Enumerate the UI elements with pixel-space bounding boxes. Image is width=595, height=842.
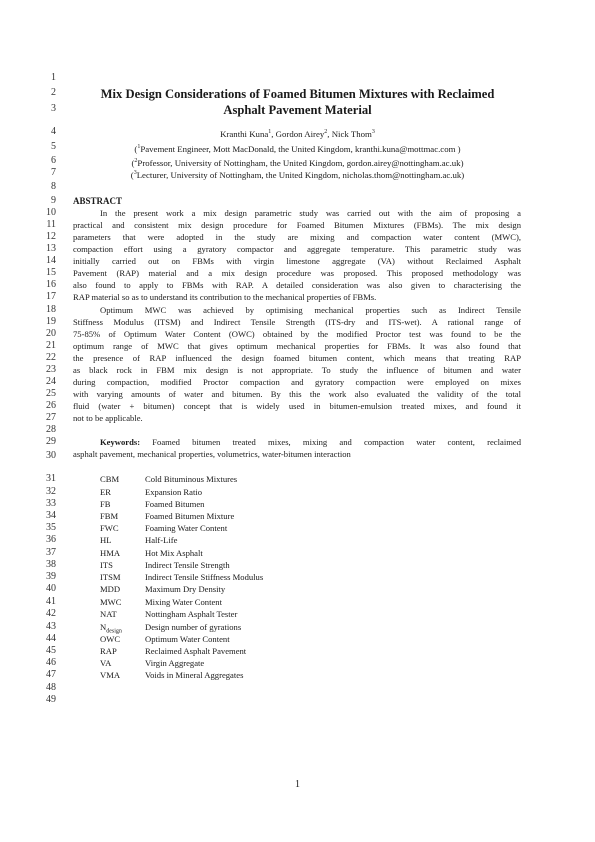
keywords-line: asphalt pavement, mechanical properties, volumetrics, water-bitumen interaction [73, 449, 351, 459]
line-number: 44 [46, 633, 56, 644]
line-number: 32 [46, 486, 56, 497]
line-number: 2 [51, 87, 56, 98]
line-number: 19 [46, 316, 56, 327]
line-number: 42 [46, 608, 56, 619]
line-number: 49 [46, 694, 56, 705]
abbreviation-symbol: N [100, 622, 107, 632]
affiliation-text: Pavement Engineer, Mott MacDonald, the United Kingdom, kranthi.kuna@mottmac.com ) [140, 143, 461, 154]
affiliation-mark: 3 [133, 170, 137, 176]
abbreviation: ER [100, 487, 111, 497]
line-number: 9 [51, 195, 56, 206]
abbreviation: OWC [100, 634, 121, 644]
affiliation [60, 141, 535, 155]
abbreviation: MWC [100, 597, 122, 607]
affiliation-mark: 2 [134, 158, 138, 164]
abstract-heading: ABSTRACT [73, 196, 123, 206]
line-number: 10 [46, 207, 56, 218]
abbreviation-subscript: design [106, 628, 122, 635]
line-number: 7 [51, 167, 56, 178]
abbreviation-definition: Indirect Tensile Stiffness Modulus [145, 572, 264, 582]
abstract-line: initially carried out on FBMs with virgin limestone aggregate (VA) without Reclaimed Asphalt [73, 256, 521, 266]
affiliation-text: Professor, University of Nottingham, the United Kingdom, gordon.airey@nottingham.ac.uk) [137, 157, 464, 168]
line-number: 43 [46, 621, 56, 632]
line-number: 14 [46, 255, 56, 266]
line-number: 34 [46, 510, 56, 521]
abbreviation-definition: Virgin Aggregate [145, 658, 205, 668]
abbreviation: MDD [100, 584, 121, 594]
abstract-line: not to be applicable. [73, 413, 143, 423]
abbreviation-definition: Optimum Water Content [145, 634, 230, 644]
abbreviation-definition: Foamed Bitumen Mixture [145, 511, 235, 521]
abbreviation-definition: Foaming Water Content [145, 523, 228, 533]
abbreviation: RAP [100, 646, 117, 656]
affiliation [60, 167, 535, 181]
line-number: 6 [51, 155, 56, 166]
line-number: 17 [46, 291, 56, 302]
line-number: 35 [46, 522, 56, 533]
abbreviation-definition: Cold Bituminous Mixtures [145, 474, 238, 484]
abbreviation: ITS [100, 560, 113, 570]
abbreviation-definition: Foamed Bitumen [145, 499, 205, 509]
affiliation-text: Lecturer, University of Nottingham, the United Kingdom, nicholas.thom@nottingham.ac.uk) [136, 169, 465, 180]
abstract-line: RAP material so as to understand its contribution to the mechanical properties of FBMs. [73, 292, 377, 302]
abbreviation-definition: Mixing Water Content [145, 597, 222, 607]
abstract-line: during compaction, modified Proctor compaction and gyratory compaction were employed on mixes [73, 377, 521, 387]
line-number: 5 [51, 141, 56, 152]
abstract-line: parameters that were adopted in the study are mixing and compaction water content (MWC), [73, 232, 521, 242]
affiliation-bracket: ( [130, 169, 134, 180]
keywords-label: Keywords: [100, 437, 141, 447]
abbreviation-definition: Half-Life [145, 535, 178, 545]
abstract-line: optimum range of MWC that gives optimum mechanical properties for FBMs. It was also found that [73, 341, 521, 351]
abbreviation-definition: Indirect Tensile Strength [145, 560, 230, 570]
affiliation-bracket: ( [134, 143, 138, 154]
line-number: 48 [46, 682, 56, 693]
abstract-line: fluid (water + bitumen) concept that is widely used in bitumen-emulsion treated mixes, and found it [73, 401, 521, 411]
line-number: 1 [51, 72, 56, 83]
affiliation-bracket: ( [131, 157, 135, 168]
page-number: 1 [295, 779, 300, 790]
abstract-line: as black rock in FBM mix design is not appropriate. To study the influence of bitumen and water [73, 365, 521, 375]
abstract-line: Stiffness Modulus (ITSM) and Indirect Tensile Strength (ITS-dry and ITS-wet). A rational range of [73, 317, 521, 327]
author-affiliation-mark: 3 [371, 129, 375, 135]
line-number: 47 [46, 669, 56, 680]
abbreviation-definition: Expansion Ratio [145, 487, 203, 497]
author-name: Nick Thom [331, 128, 372, 139]
line-number: 22 [46, 352, 56, 363]
abbreviation: ITSM [100, 572, 121, 582]
line-number: 18 [46, 304, 56, 315]
abstract-line: compaction effort using a gyratory compactor and aggregate temperature. This parametric study was [73, 244, 521, 254]
abbreviation: HMA [100, 548, 121, 558]
abstract-line: the presence of RAP influenced the design foamed bitumen content, which means that treating RAP [73, 353, 521, 363]
abstract-line: also found to apply to FBMs with RAP. A detailed consideration was also given to characterising the [73, 280, 521, 290]
author-name: Gordon Airey [275, 128, 325, 139]
line-number: 4 [51, 126, 56, 137]
line-number: 20 [46, 328, 56, 339]
abbreviation-definition: Reclaimed Asphalt Pavement [145, 646, 247, 656]
line-number: 27 [46, 412, 56, 423]
abstract-line: with varying amounts of water and bitumen. By this the work also evaluated the validity of the total [73, 389, 521, 399]
line-number: 12 [46, 231, 56, 242]
line-number: 33 [46, 498, 56, 509]
abstract-line: 75-85% of Optimum Water Content (OWC) obtained by the modified Proctor test was found to be the [73, 329, 521, 339]
abbreviation: VMA [100, 670, 121, 680]
line-number: 23 [46, 364, 56, 375]
line-number: 31 [46, 473, 56, 484]
author-name: Kranthi Kuna [220, 128, 269, 139]
line-number: 36 [46, 534, 56, 545]
line-number: 26 [46, 400, 56, 411]
keywords-text: Foamed bitumen treated mixes, mixing and compaction water content, reclaimed [140, 437, 521, 447]
line-number: 8 [51, 181, 56, 192]
line-number: 40 [46, 583, 56, 594]
line-number: 13 [46, 243, 56, 254]
keywords-line [100, 436, 521, 448]
author-separator: , [327, 128, 332, 139]
author-affiliation-mark: 2 [324, 129, 328, 135]
abbreviation: HL [100, 535, 112, 545]
abbreviation-definition: Design number of gyrations [145, 622, 242, 632]
line-number: 16 [46, 279, 56, 290]
author-separator: , [271, 128, 276, 139]
line-number: 3 [51, 103, 56, 114]
line-number: 30 [46, 450, 56, 461]
abbreviation-definition: Hot Mix Asphalt [145, 548, 203, 558]
line-number: 39 [46, 571, 56, 582]
line-number: 25 [46, 388, 56, 399]
line-number: 38 [46, 559, 56, 570]
line-number: 37 [46, 547, 56, 558]
abbreviation: NAT [100, 609, 117, 619]
paper-title-line-1: Mix Design Considerations of Foamed Bitumen Mixtures with Reclaimed [100, 87, 495, 101]
line-number: 24 [46, 376, 56, 387]
line-number: 21 [46, 340, 56, 351]
paper-title-line-2: Asphalt Pavement Material [223, 103, 372, 117]
line-number: 28 [46, 424, 56, 435]
line-number: 46 [46, 657, 56, 668]
abbreviation: FB [100, 499, 111, 509]
abstract-line: Optimum MWC was achieved by optimising mechanical properties such as Indirect Tensile [100, 305, 521, 315]
abbreviation-definition: Nottingham Asphalt Tester [145, 609, 238, 619]
line-number: 41 [46, 596, 56, 607]
abstract-line: practical and consistent mix design procedure for Foamed Bitumen Mixtures (FBMs). The mix design [73, 220, 521, 230]
abbreviation: VA [100, 658, 112, 668]
abstract-line: Pavement (RAP) material and a mix design procedure was proposed. This proposed methodology was [73, 268, 521, 278]
line-number: 11 [46, 219, 56, 230]
abbreviation-definition: Voids in Mineral Aggregates [145, 670, 244, 680]
abbreviation-definition: Maximum Dry Density [145, 584, 226, 594]
abbreviation: FWC [100, 523, 119, 533]
line-number: 15 [46, 267, 56, 278]
abbreviation: FBM [100, 511, 119, 521]
line-number: 29 [46, 436, 56, 447]
author-list [60, 126, 535, 140]
abbreviation: CBM [100, 474, 120, 484]
affiliation-mark: 1 [137, 144, 141, 150]
author-affiliation-mark: 1 [268, 129, 272, 135]
line-number: 45 [46, 645, 56, 656]
abstract-line: In the present work a mix design parametric study was carried out with the aim of proposing a [100, 208, 521, 218]
